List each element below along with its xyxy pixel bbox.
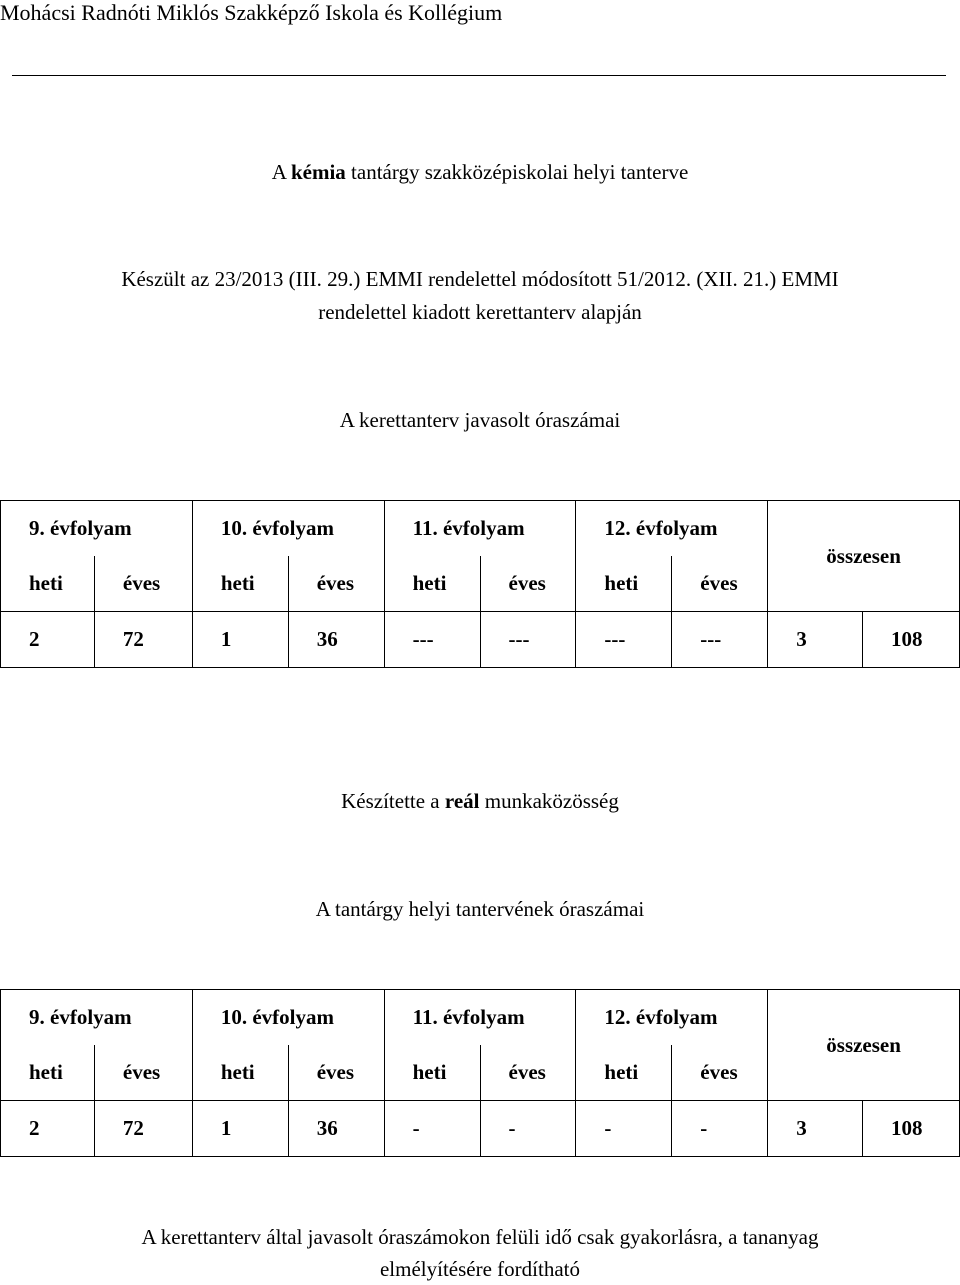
footer-line-2: elmélyítésére fordítható <box>379 1257 580 1281</box>
yearly-header: éves <box>288 556 384 612</box>
value-cell: 1 <box>192 1101 288 1157</box>
local-hours-table <box>0 989 960 1157</box>
author-line <box>0 785 960 817</box>
yearly-header: éves <box>94 1045 192 1101</box>
year-11-header: 11. évfolyam <box>384 990 576 1046</box>
value-cell: 108 <box>863 1101 960 1157</box>
year-12-header: 12. évfolyam <box>576 990 768 1046</box>
basis-line-1: Készült az 23/2013 (III. 29.) EMMI rendelettel módosított 51/2012. (XII. 21.) EMMI <box>121 267 839 291</box>
value-cell: 3 <box>768 1101 863 1157</box>
value-cell: 2 <box>1 612 95 668</box>
title-suffix: tantárgy szakközépiskolai helyi tanterve <box>345 160 689 184</box>
year-9-header: 9. évfolyam <box>1 990 193 1046</box>
yearly-header: éves <box>480 1045 576 1101</box>
weekly-header: heti <box>1 1045 95 1101</box>
value-cell: - <box>672 1101 768 1157</box>
total-header: összesen <box>768 501 960 612</box>
total-header: összesen <box>768 990 960 1101</box>
value-cell: --- <box>576 612 672 668</box>
year-9-header: 9. évfolyam <box>1 501 193 557</box>
header-divider <box>12 75 946 76</box>
yearly-header: éves <box>94 556 192 612</box>
value-cell: 36 <box>288 1101 384 1157</box>
table2-caption: A tantárgy helyi tantervének óraszámai <box>315 897 645 921</box>
recommended-hours-table <box>0 500 960 668</box>
table-row <box>1 1101 960 1157</box>
table-row <box>1 612 960 668</box>
yearly-header: éves <box>672 1045 768 1101</box>
value-cell: - <box>576 1101 672 1157</box>
value-cell: 36 <box>288 612 384 668</box>
title-subject: kémia <box>290 160 346 184</box>
school-name: Mohácsi Radnóti Miklós Szakképző Iskola és Kollégium <box>0 0 503 25</box>
weekly-header: heti <box>192 556 288 612</box>
author-prefix: Készítette a <box>341 789 445 813</box>
weekly-header: heti <box>192 1045 288 1101</box>
value-cell: 2 <box>1 1101 95 1157</box>
year-11-header: 11. évfolyam <box>384 501 576 557</box>
weekly-header: heti <box>576 556 672 612</box>
value-cell: --- <box>480 612 576 668</box>
value-cell: - <box>480 1101 576 1157</box>
footer-line-1: A kerettanterv által javasolt óraszámokon felüli idő csak gyakorlásra, a tananyag <box>141 1225 819 1249</box>
table1-caption: A kerettanterv javasolt óraszámai <box>339 408 621 432</box>
yearly-header: éves <box>288 1045 384 1101</box>
basis-line-2: rendelettel kiadott kerettanterv alapján <box>318 300 642 324</box>
value-cell: 3 <box>768 612 863 668</box>
value-cell: 72 <box>94 1101 192 1157</box>
weekly-header: heti <box>384 556 480 612</box>
year-10-header: 10. évfolyam <box>192 501 384 557</box>
year-12-header: 12. évfolyam <box>576 501 768 557</box>
title-prefix: A <box>271 160 291 184</box>
author-group: reál <box>444 789 480 813</box>
value-cell: - <box>384 1101 480 1157</box>
value-cell: 1 <box>192 612 288 668</box>
yearly-header: éves <box>480 556 576 612</box>
yearly-header: éves <box>672 556 768 612</box>
weekly-header: heti <box>1 556 95 612</box>
author-suffix: munkaközösség <box>479 789 619 813</box>
document-title <box>0 156 960 188</box>
value-cell: --- <box>384 612 480 668</box>
value-cell: 108 <box>863 612 960 668</box>
value-cell: 72 <box>94 612 192 668</box>
year-10-header: 10. évfolyam <box>192 990 384 1046</box>
weekly-header: heti <box>576 1045 672 1101</box>
value-cell: --- <box>672 612 768 668</box>
weekly-header: heti <box>384 1045 480 1101</box>
